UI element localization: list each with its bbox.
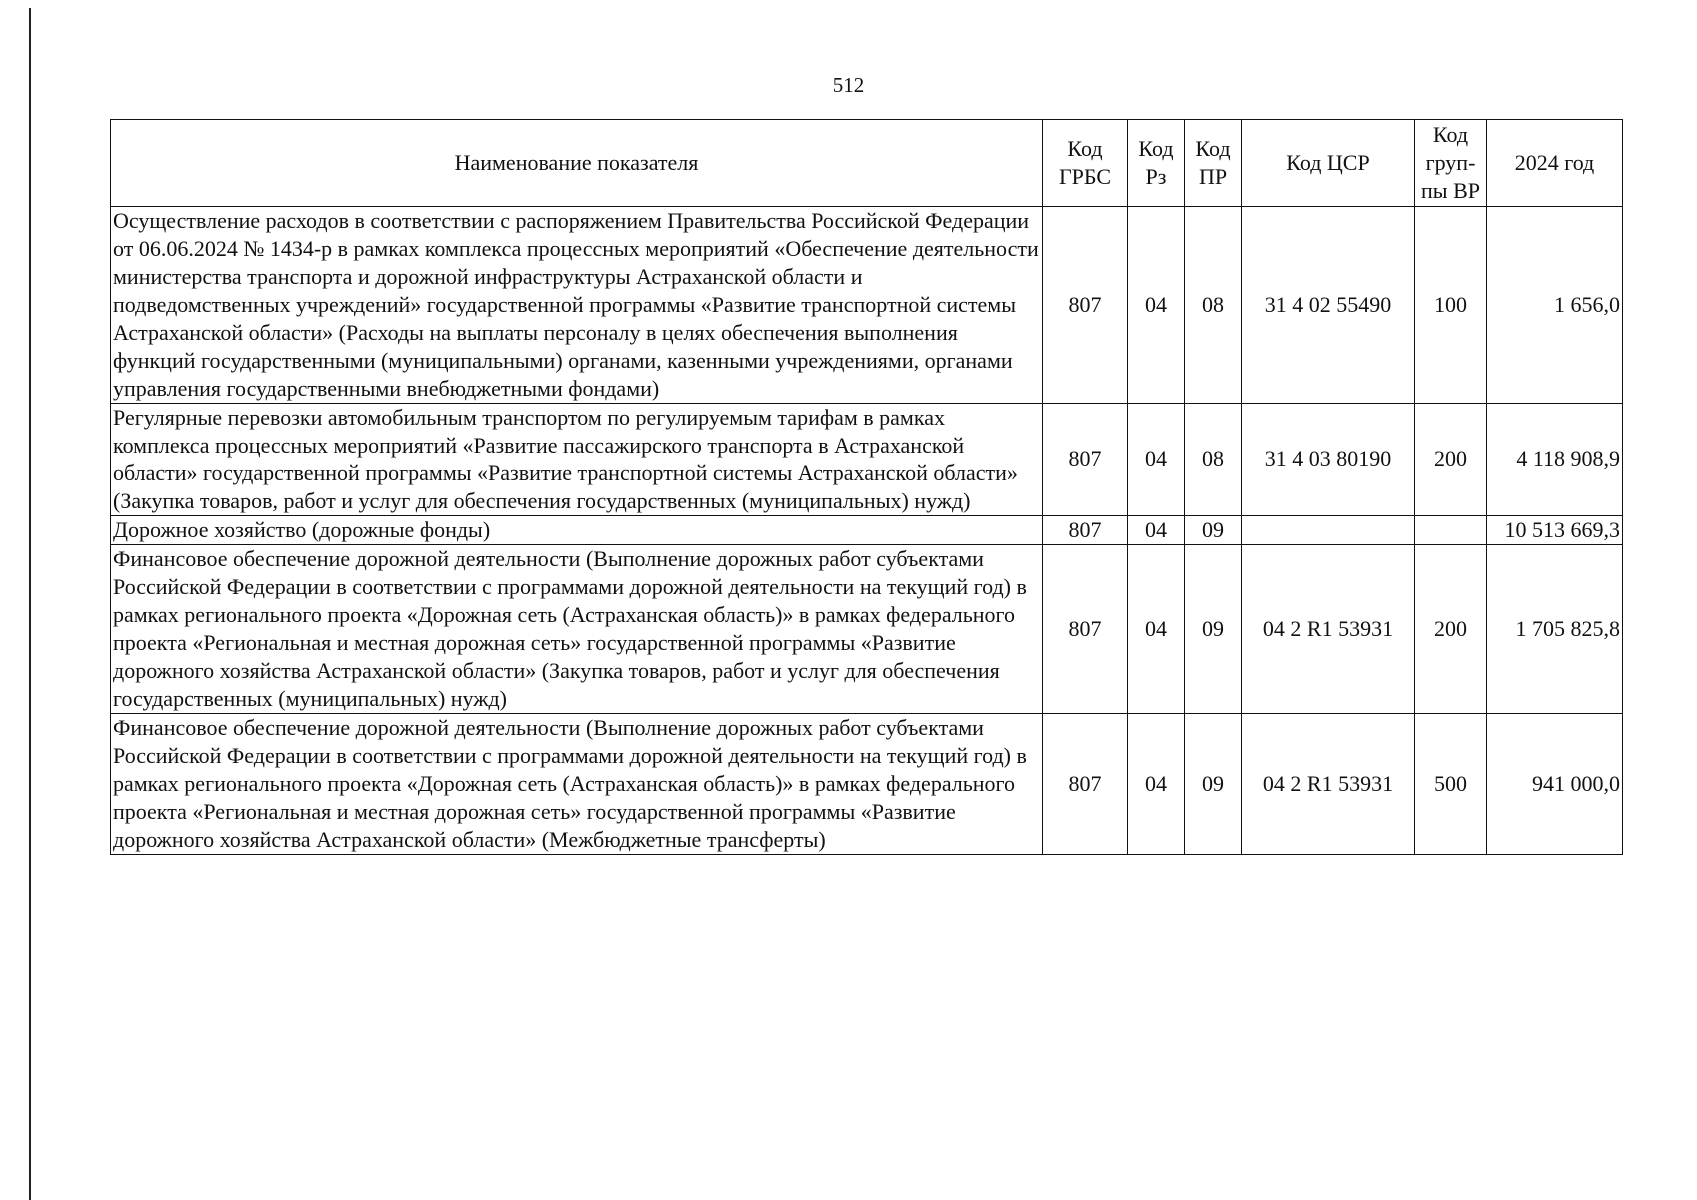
row-amount: 1 656,0	[1487, 207, 1623, 404]
row-name: Осуществление расходов в соответствии с распоряжением Правительства Российской Федерации от 06.06.2024 № 1434-р в рамках комплекса процессных мероприятий «Обеспечение деятельности министерства транспорта и дорожной инфраструктуры Астраханской области и подведомственных учреждений» государственной программы «Развитие транспортной системы Астраханской области» (Расходы на выплаты персоналу в целях обеспечения выполнения функций государственными (муниципальными) органами, казенными учреждениями, органами управления государственными внебюджетными фондами)	[111, 207, 1043, 404]
row-rz: 04	[1128, 516, 1185, 545]
row-pr: 08	[1185, 403, 1242, 516]
table-row	[111, 403, 1623, 516]
header-grbs: Код ГРБС	[1043, 120, 1128, 207]
row-vr: 100	[1415, 207, 1487, 404]
row-name: Регулярные перевозки автомобильным транспортом по регулируемым тарифам в рамках комплекса процессных мероприятий «Развитие пассажирского транспорта в Астраханской области» государственной программы «Развитие транспортной системы Астраханской области» (Закупка товаров, работ и услуг для обеспечения государственных (муниципальных) нужд)	[111, 403, 1043, 516]
row-rz: 04	[1128, 403, 1185, 516]
row-vr: 500	[1415, 713, 1487, 854]
row-rz: 04	[1128, 545, 1185, 714]
row-grbs: 807	[1043, 516, 1128, 545]
table-row	[111, 545, 1623, 714]
table-row	[111, 713, 1623, 854]
row-csr: 31 4 03 80190	[1242, 403, 1415, 516]
row-amount: 10 513 669,3	[1487, 516, 1623, 545]
row-pr: 09	[1185, 545, 1242, 714]
row-vr	[1415, 516, 1487, 545]
row-name: Дорожное хозяйство (дорожные фонды)	[111, 516, 1043, 545]
row-vr: 200	[1415, 545, 1487, 714]
row-amount: 1 705 825,8	[1487, 545, 1623, 714]
table-row	[111, 207, 1623, 404]
row-grbs: 807	[1043, 403, 1128, 516]
row-csr: 31 4 02 55490	[1242, 207, 1415, 404]
header-vr: Код груп-пы ВР	[1415, 120, 1487, 207]
row-name: Финансовое обеспечение дорожной деятельности (Выполнение дорожных работ субъектами Российской Федерации в соответствии с программами дорожной деятельности на текущий год) в рамках регионального проекта «Дорожная сеть (Астраханская область)» в рамках федерального проекта «Региональная и местная дорожная сеть» государственной программы «Развитие дорожного хозяйства Астраханской области» (Межбюджетные трансферты)	[111, 713, 1043, 854]
row-amount: 941 000,0	[1487, 713, 1623, 854]
row-rz: 04	[1128, 713, 1185, 854]
table-header-row	[111, 120, 1623, 207]
row-csr: 04 2 R1 53931	[1242, 545, 1415, 714]
row-csr	[1242, 516, 1415, 545]
row-pr: 09	[1185, 516, 1242, 545]
row-amount: 4 118 908,9	[1487, 403, 1623, 516]
header-rz: Код Рз	[1128, 120, 1185, 207]
header-name: Наименование показателя	[111, 120, 1043, 207]
row-grbs: 807	[1043, 545, 1128, 714]
header-csr: Код ЦСР	[1242, 120, 1415, 207]
budget-table	[110, 119, 1623, 855]
table-row	[111, 516, 1623, 545]
row-grbs: 807	[1043, 713, 1128, 854]
row-pr: 09	[1185, 713, 1242, 854]
page-number: 512	[832, 73, 865, 97]
row-grbs: 807	[1043, 207, 1128, 404]
row-name: Финансовое обеспечение дорожной деятельности (Выполнение дорожных работ субъектами Российской Федерации в соответствии с программами дорожной деятельности на текущий год) в рамках регионального проекта «Дорожная сеть (Астраханская область)» в рамках федерального проекта «Региональная и местная дорожная сеть» государственной программы «Развитие дорожного хозяйства Астраханской области» (Закупка товаров, работ и услуг для обеспечения государственных (муниципальных) нужд)	[111, 545, 1043, 714]
row-csr: 04 2 R1 53931	[1242, 713, 1415, 854]
row-pr: 08	[1185, 207, 1242, 404]
header-pr: Код ПР	[1185, 120, 1242, 207]
row-vr: 200	[1415, 403, 1487, 516]
row-rz: 04	[1128, 207, 1185, 404]
header-year: 2024 год	[1487, 120, 1623, 207]
binding-margin-line	[29, 8, 31, 1200]
